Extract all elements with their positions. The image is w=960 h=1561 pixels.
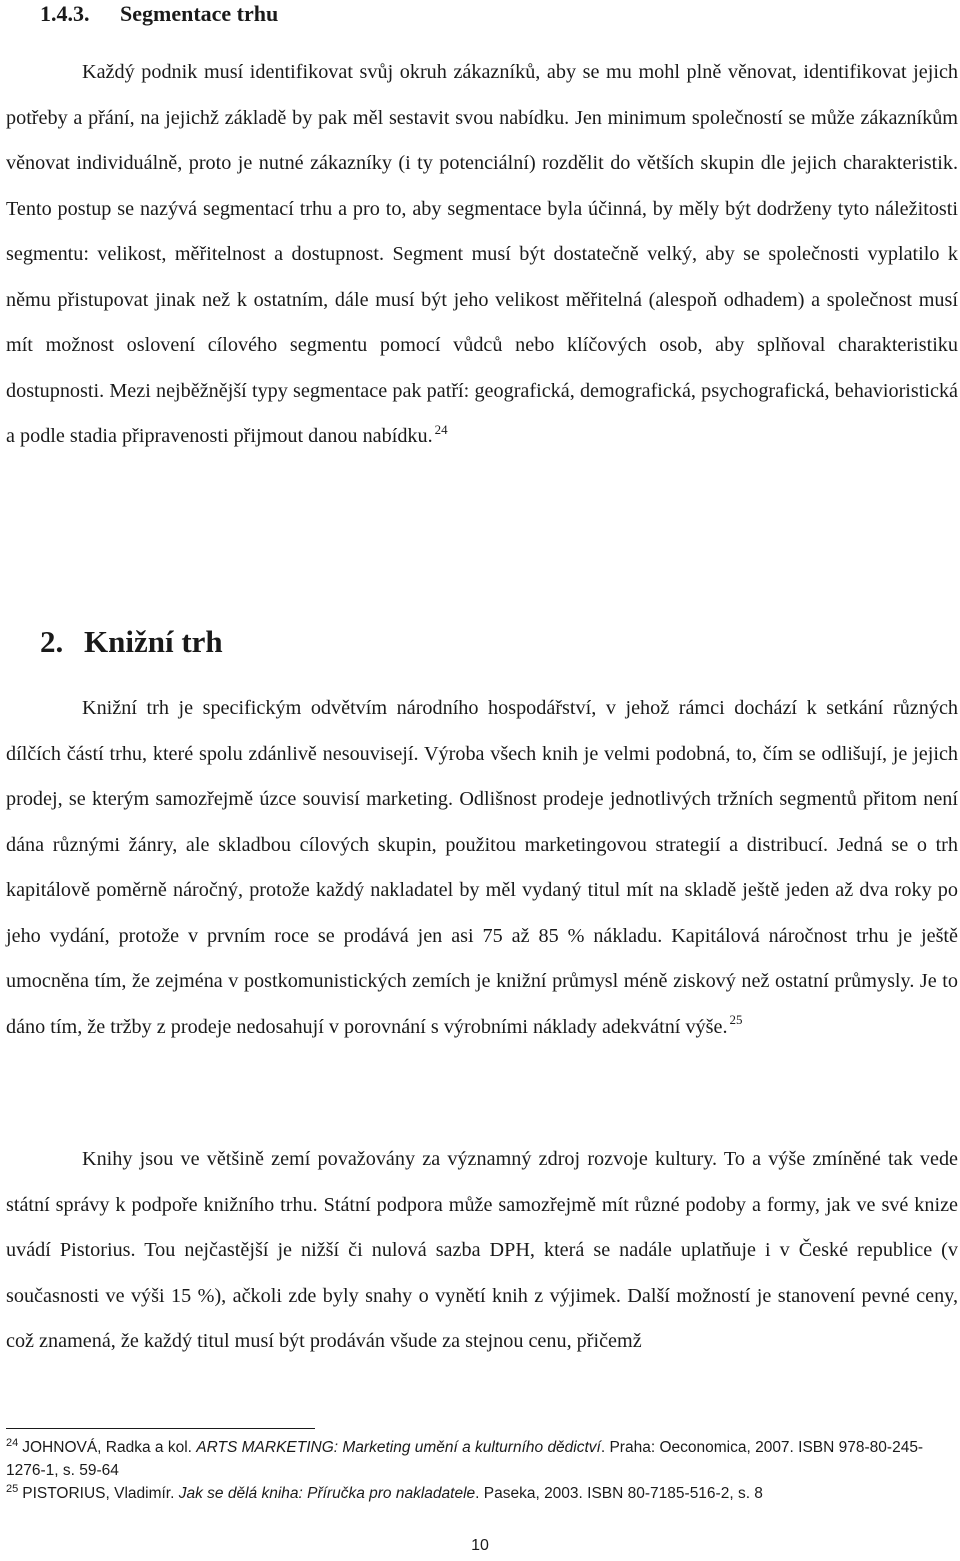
- footnote-24: [6, 1436, 958, 1482]
- section-heading: [40, 0, 278, 28]
- paragraph-text: Každý podnik musí identifikovat svůj okruh zákazníků, aby se mu mohl plně věnovat, identifikovat jejich potřeby a přání, na jejichž základě by pak měl sestavit svou nabídku. Jen minimum společností se může zákazníkům věnovat individuálně, proto je nutné zákazníky (i ty potenciální) rozdělit do větších skupin dle jejich charakteristik. Tento postup se nazývá segmentací trhu a pro to, aby segmentace byla účinná, by měly být dodrženy tyto náležitosti segmentu: velikost, měřitelnost a dostupnost. Segment musí být dostatečně velký, aby se společnosti vyplatilo k němu přistupovat jinak než k ostatním, dále musí být jeho velikost měřitelná (alespoň odhadem) a společnost musí mít možnost oslovení cílového segmentu pomocí vůdců nebo klíčových osob, aby splňoval charakteristiku dostupnosti. Mezi nejběžnější typy segmentace pak patří: geografická, demografická, psychografická, behavioristická a podle stadia připravenosti přijmout danou nabídku.: [6, 61, 958, 447]
- footnote-separator: [6, 1428, 315, 1429]
- footnote-authors: PISTORIUS, Vladimír.: [22, 1485, 175, 1502]
- footnotes: [6, 1436, 958, 1505]
- paragraph-state-support: [6, 1137, 958, 1365]
- paragraph-text: Knižní trh je specifickým odvětvím národního hospodářství, v jehož rámci dochází k setkání různých dílčích částí trhu, které spolu zdánlivě nesouvisejí. Výroba všech knih je velmi podobná, to, čím se odlišují, je jejich prodej, se kterým samozřejmě úzce souvisí marketing. Odlišnost prodeje jednotlivých tržních segmentů přitom není dána různými žánry, ale skladbou cílových skupin, použitou marketingovou strategií a distribucí. Jedná se o trh kapitálově poměrně náročný, protože každý nakladatel by měl vydaný titul mít na skladě ještě jeden až dva roky po jeho vydání, protože v prvním roce se prodává jen asi 75 až 85 % nákladu. Kapitálová náročnost trhu je ještě umocněna tím, že zejména v postkomunistických zemích je knižní průmysl méně ziskový než ostatní průmysly. Je to dáno tím, že tržby z prodeje nedosahují v porovnání s výrobními náklady adekvátní výše.: [6, 697, 958, 1038]
- section-title: Segmentace trhu: [120, 1, 279, 26]
- section-number: 1.4.3.: [40, 1, 90, 26]
- chapter-title: Knižní trh: [84, 624, 223, 659]
- footnote-ref-25[interactable]: 25: [729, 1012, 743, 1028]
- paragraph-segmentation: [6, 50, 958, 460]
- chapter-heading: [40, 622, 223, 662]
- paragraph-book-market: [6, 686, 958, 1050]
- page-number: 10: [471, 1537, 489, 1554]
- footnote-details: . Paseka, 2003. ISBN 80-7185-516-2, s. 8: [475, 1485, 763, 1502]
- paragraph-text: Knihy jsou ve většině zemí považovány za významný zdroj rozvoje kultury. To a výše zmíněné tak vede státní správy k podpoře knižního trhu. Státní podpora může samozřejmě mít různé podoby a formy, jak ve své knize uvádí Pistorius. Tou nejčastější je nižší či nulová sazba DPH, která se nadále uplatňuje i v České republice (v současnosti ve výši 15 %), ačkoli zde byly snahy o vynětí knih z výjimek. Další možností je stanovení pevné ceny, což znamená, že každý titul musí být prodáván všude za stejnou cenu, přičemž: [6, 1148, 958, 1352]
- footnote-25: [6, 1482, 958, 1505]
- footnote-title: Jak se dělá kniha: Příručka pro nakladatele: [178, 1485, 476, 1502]
- footnote-details: . Praha: Oeconomica, 2007. ISBN 978-80-245-1276-1, s. 59-64: [6, 1439, 924, 1479]
- footnote-title: ARTS MARKETING: Marketing umění a kulturního dědictví: [196, 1439, 601, 1456]
- footnote-ref-24[interactable]: 24: [434, 421, 448, 437]
- footnote-number: 25: [6, 1482, 19, 1495]
- footnote-number: 24: [6, 1436, 19, 1449]
- chapter-number: 2.: [40, 624, 64, 659]
- footnote-authors: JOHNOVÁ, Radka a kol.: [22, 1439, 192, 1456]
